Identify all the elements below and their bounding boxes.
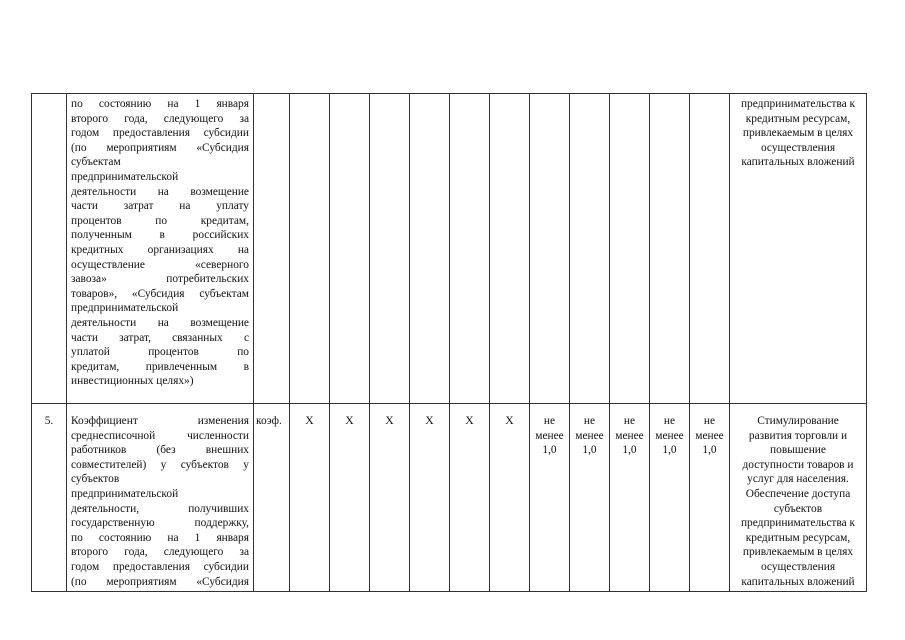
value-cell: [330, 404, 370, 592]
value-cell: [650, 404, 690, 592]
indicator-description-cell: [67, 404, 254, 592]
indicator-description: по состоянию на 1 января второго года, следующего за годом предоставления субсидии (по мероприятиям «Субсидия субъектам предпринимательской деятельности на возмещение части затрат на уплату процентов по кредитам, полученным в российских кредитных организациях на осуществление «северного завоза» потребительских товаров», «Субсидия субъектам предпринимательской деятельности на возмещение части затрат, связанных с уплатой процентов по кредитам, привлеченным в инвестиционных целях»): [71, 98, 249, 388]
value-cell: [490, 94, 530, 404]
value-cell: [290, 404, 330, 592]
not-applicable-mark: Х: [505, 415, 514, 427]
value-cell: [370, 94, 410, 404]
table-row-continued: [32, 94, 867, 404]
goal-text: Стимулирование развития торговли и повышение доступности товаров и услуг для населения. Обеспечение доступа субъектов предпринимательства к кредитным ресурсам, привлекаемым в целях осуществления капитальных вложений: [740, 415, 856, 588]
value-cell: [290, 94, 330, 404]
not-applicable-mark: Х: [425, 415, 434, 427]
value-cell: [650, 94, 690, 404]
goal-cell: [730, 94, 867, 404]
document-page: [31, 93, 867, 592]
goal-text: предпринимательства к кредитным ресурсам, привлекаемым в целях осуществления капитальных вложений: [740, 98, 856, 169]
value-cell: [330, 94, 370, 404]
value-cell: [410, 94, 450, 404]
value-cell: [490, 404, 530, 592]
target-value: не менее 1,0: [655, 415, 684, 457]
unit-cell: [254, 94, 290, 404]
value-cell: [370, 404, 410, 592]
value-cell: [610, 94, 650, 404]
value-cell: [450, 94, 490, 404]
target-value: не менее 1,0: [695, 415, 724, 457]
indicator-description-cell: [67, 94, 254, 404]
row-number-cell: 5.: [32, 404, 67, 592]
indicator-description: Коэффициент изменения среднесписочной численности работников (без внешних совместителей) у субъектов у субъектов предпринимательской деятельности, получивших государственную поддержку, по состоянию на 1 января второго года, следующего за годом предоставления субсидии (по мероприятиям «Субсидия: [71, 415, 249, 588]
row-number-cell: [32, 94, 67, 404]
value-cell: [690, 404, 730, 592]
target-value: не менее 1,0: [535, 415, 564, 457]
value-cell: [690, 94, 730, 404]
value-cell: [530, 94, 570, 404]
value-cell: [410, 404, 450, 592]
not-applicable-mark: Х: [345, 415, 354, 427]
value-cell: [610, 404, 650, 592]
unit-cell: коэф.: [254, 404, 290, 592]
not-applicable-mark: Х: [385, 415, 394, 427]
value-cell: [450, 404, 490, 592]
goal-cell: [730, 404, 867, 592]
target-value: не менее 1,0: [615, 415, 644, 457]
value-cell: [570, 404, 610, 592]
value-cell: [570, 94, 610, 404]
table-row-5: [32, 404, 867, 592]
value-cell: [530, 404, 570, 592]
indicators-table: [31, 93, 867, 592]
not-applicable-mark: Х: [465, 415, 474, 427]
not-applicable-mark: Х: [305, 415, 314, 427]
target-value: не менее 1,0: [575, 415, 604, 457]
